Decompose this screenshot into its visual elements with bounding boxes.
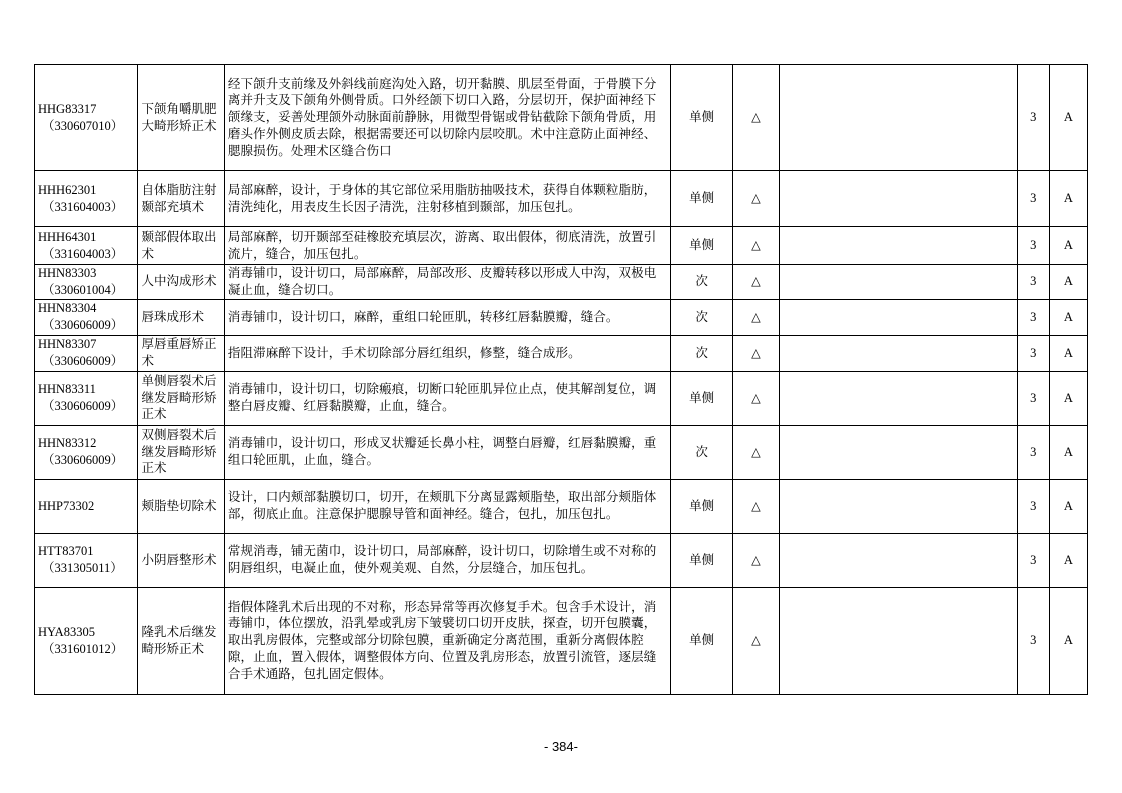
item-name: 小阴唇整形术 (138, 533, 224, 587)
item-mark: △ (733, 533, 779, 587)
item-unit: 次 (671, 265, 733, 300)
item-note (779, 371, 1017, 425)
item-grade: A (1049, 533, 1087, 587)
item-level: 3 (1017, 335, 1049, 371)
item-name: 唇珠成形术 (138, 299, 224, 335)
item-note (779, 299, 1017, 335)
item-name: 人中沟成形术 (138, 265, 224, 300)
item-unit: 单侧 (671, 371, 733, 425)
item-mark: △ (733, 479, 779, 533)
item-description: 设计，口内颊部黏膜切口，切开，在颊肌下分离显露颊脂垫，取出部分颊脂体部，彻底止血。注意保护腮腺导管和面神经。缝合，包扎，加压包扎。 (224, 479, 670, 533)
item-code-cell (35, 533, 138, 587)
surgery-item-table (34, 64, 1088, 695)
item-grade: A (1049, 479, 1087, 533)
item-code-cell (35, 425, 138, 479)
item-level: 3 (1017, 299, 1049, 335)
item-ref-code: （331604003） (42, 199, 124, 214)
item-code: HHG83317 (38, 101, 97, 116)
item-description: 消毒铺巾，设计切口，麻醉，重组口轮匝肌，转移红唇黏膜瓣，缝合。 (224, 299, 670, 335)
item-description: 消毒铺巾，设计切口，切除瘢痕，切断口轮匝肌异位止点，使其解剖复位，调整白唇皮瓣、红唇黏膜瓣，止血，缝合。 (224, 371, 670, 425)
table-row (35, 265, 1088, 300)
item-name: 颞部假体取出术 (138, 227, 224, 265)
item-grade: A (1049, 65, 1087, 171)
item-code: HTT83701 (38, 544, 94, 559)
item-note (779, 171, 1017, 227)
item-grade: A (1049, 227, 1087, 265)
item-unit: 单侧 (671, 533, 733, 587)
item-code: HHN83312 (38, 436, 97, 451)
item-code-cell (35, 265, 138, 300)
item-ref-code: （331305011） (42, 561, 123, 576)
item-grade: A (1049, 335, 1087, 371)
item-ref-code: （331604003） (42, 246, 124, 261)
item-description: 消毒铺巾，设计切口，形成叉状瓣延长鼻小柱，调整白唇瓣，红唇黏膜瓣，重组口轮匝肌，止血，缝合。 (224, 425, 670, 479)
item-name: 隆乳术后继发畸形矫正术 (138, 587, 224, 694)
table-row (35, 479, 1088, 533)
item-grade: A (1049, 265, 1087, 300)
item-level: 3 (1017, 171, 1049, 227)
page-number: - 384- (544, 739, 578, 754)
item-unit: 单侧 (671, 479, 733, 533)
item-mark: △ (733, 171, 779, 227)
table-row (35, 171, 1088, 227)
item-level: 3 (1017, 371, 1049, 425)
item-note (779, 587, 1017, 694)
item-mark: △ (733, 299, 779, 335)
item-level: 3 (1017, 227, 1049, 265)
item-ref-code: （330601004） (42, 282, 124, 297)
item-grade: A (1049, 425, 1087, 479)
item-description: 指假体隆乳术后出现的不对称，形态异常等再次修复手术。包含手术设计，消毒铺巾，体位摆放，沿乳晕或乳房下皱襞切口切开皮肤，探查，切开包膜囊，取出乳房假体，完整或部分切除包膜，重新确定分离范围，重新分离假体腔隙，止血，置入假体，调整假体方向、位置及乳房形态，放置引流管，逐层缝合手术通路，包扎固定假体。 (224, 587, 670, 694)
item-unit: 次 (671, 335, 733, 371)
item-mark: △ (733, 587, 779, 694)
item-name: 下颌角嚼肌肥大畸形矫正术 (138, 65, 224, 171)
table-row (35, 587, 1088, 694)
item-ref-code: （330606009） (42, 453, 124, 468)
item-code: HHH62301 (38, 182, 97, 197)
item-ref-code: （330606009） (42, 354, 124, 369)
item-unit: 次 (671, 425, 733, 479)
item-unit: 单侧 (671, 65, 733, 171)
item-description: 常规消毒，铺无菌巾，设计切口，局部麻醉，设计切口，切除增生或不对称的阴唇组织，电凝止血，使外观美观、自然，分层缝合，加压包扎。 (224, 533, 670, 587)
item-code-cell (35, 227, 138, 265)
item-note (779, 533, 1017, 587)
item-grade: A (1049, 171, 1087, 227)
item-mark: △ (733, 335, 779, 371)
item-note (779, 425, 1017, 479)
item-code-cell (35, 371, 138, 425)
item-code-cell (35, 171, 138, 227)
item-description: 消毒铺巾，设计切口，局部麻醉，局部改形、皮瓣转移以形成人中沟，双极电凝止血，缝合切口。 (224, 265, 670, 300)
item-code-cell (35, 479, 138, 533)
item-ref-code: （330607010） (42, 118, 124, 133)
item-level: 3 (1017, 265, 1049, 300)
item-code-cell (35, 299, 138, 335)
item-note (779, 227, 1017, 265)
item-mark: △ (733, 425, 779, 479)
item-name: 厚唇重唇矫正术 (138, 335, 224, 371)
item-unit: 单侧 (671, 171, 733, 227)
item-description: 指阻滞麻醉下设计，手术切除部分唇红组织，修整，缝合成形。 (224, 335, 670, 371)
item-note (779, 265, 1017, 300)
table-row (35, 371, 1088, 425)
item-name: 自体脂肪注射颞部充填术 (138, 171, 224, 227)
item-level: 3 (1017, 425, 1049, 479)
item-code: HHN83304 (38, 301, 97, 316)
item-ref-code: （330606009） (42, 318, 124, 333)
item-code: HHN83311 (38, 382, 96, 397)
item-mark: △ (733, 371, 779, 425)
item-code: HHN83303 (38, 266, 97, 280)
item-name: 双侧唇裂术后继发唇畸形矫正术 (138, 425, 224, 479)
item-grade: A (1049, 371, 1087, 425)
item-description: 局部麻醉，切开颞部至硅橡胶充填层次，游离、取出假体，彻底清洗，放置引流片，缝合，加压包扎。 (224, 227, 670, 265)
item-mark: △ (733, 65, 779, 171)
item-name: 颊脂垫切除术 (138, 479, 224, 533)
item-grade: A (1049, 587, 1087, 694)
item-description: 局部麻醉，设计，于身体的其它部位采用脂肪抽吸技术，获得自体颗粒脂肪，清洗纯化，用表皮生长因子清洗，注射移植到颞部，加压包扎。 (224, 171, 670, 227)
item-ref-code: （331601012） (42, 641, 124, 656)
item-mark: △ (733, 265, 779, 300)
item-note (779, 65, 1017, 171)
table-row (35, 299, 1088, 335)
item-code-cell (35, 65, 138, 171)
item-level: 3 (1017, 587, 1049, 694)
item-code-cell (35, 587, 138, 694)
item-ref-code: （330606009） (42, 399, 124, 414)
item-note (779, 335, 1017, 371)
item-code: HHH64301 (38, 229, 97, 244)
item-note (779, 479, 1017, 533)
item-description: 经下颌升支前缘及外斜线前庭沟处入路，切开黏膜、肌层至骨面，于骨膜下分离并升支及下颌角外侧骨质。口外经颌下切口入路，分层切开，保护面神经下颌缘支，妥善处理颌外动脉面前静脉，用微型骨锯或骨钻截除下颌角骨质，用磨头作外侧皮质去除，根据需要还可以切除内层咬肌。术中注意防止面神经、腮腺损伤。处理术区缝合伤口 (224, 65, 670, 171)
item-grade: A (1049, 299, 1087, 335)
item-level: 3 (1017, 479, 1049, 533)
item-code: HHN83307 (38, 337, 97, 352)
table-row (35, 335, 1088, 371)
item-unit: 单侧 (671, 587, 733, 694)
table-row (35, 533, 1088, 587)
item-level: 3 (1017, 533, 1049, 587)
item-code-cell (35, 335, 138, 371)
item-code: HHP73302 (38, 498, 95, 513)
item-name: 单侧唇裂术后继发唇畸形矫正术 (138, 371, 224, 425)
table-row (35, 425, 1088, 479)
item-level: 3 (1017, 65, 1049, 171)
item-unit: 单侧 (671, 227, 733, 265)
table-row (35, 227, 1088, 265)
item-unit: 次 (671, 299, 733, 335)
item-mark: △ (733, 227, 779, 265)
item-code: HYA83305 (38, 624, 95, 639)
table-row (35, 65, 1088, 171)
